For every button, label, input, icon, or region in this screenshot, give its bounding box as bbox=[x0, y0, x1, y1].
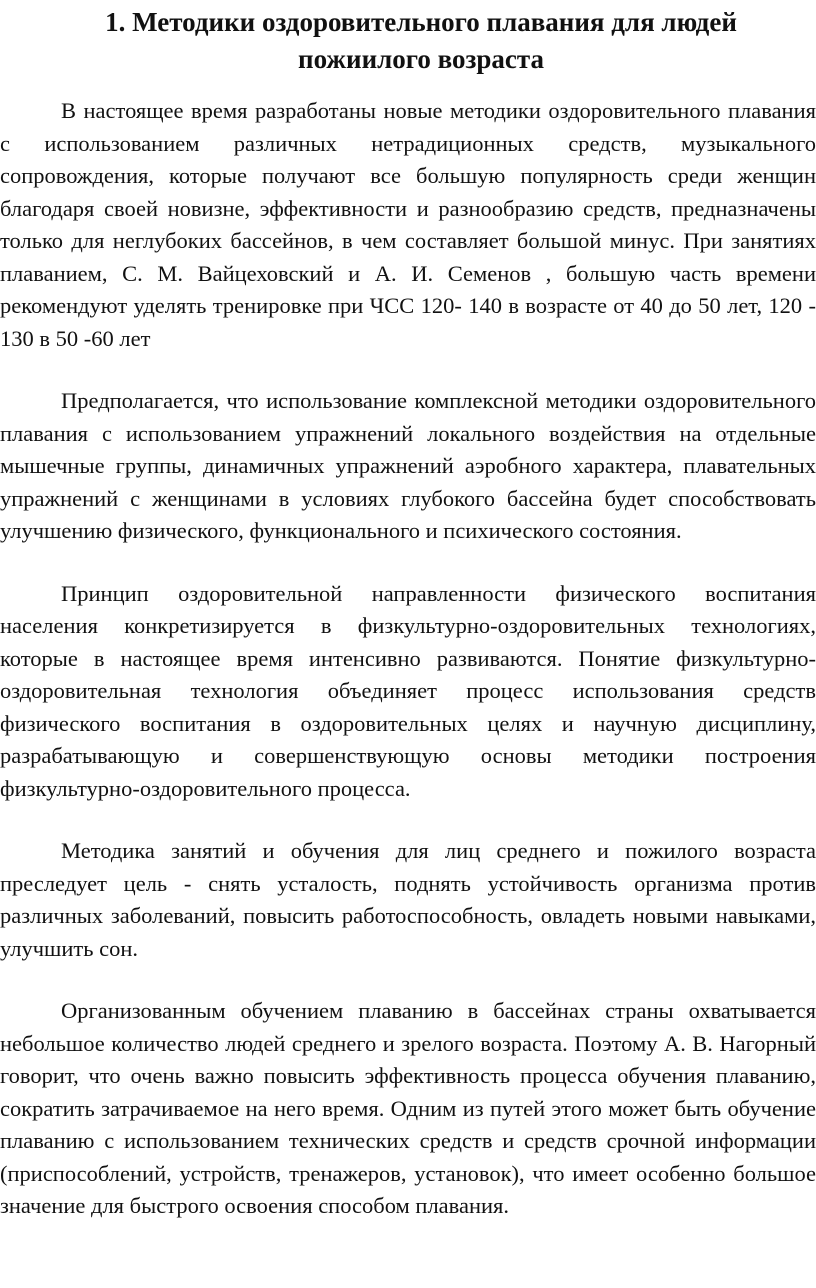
document-title-line-1: 1. Методики оздоровительного плавания для людей bbox=[105, 7, 737, 37]
document-title-line-2: пожиилого возраста bbox=[298, 44, 544, 74]
paragraph-4: Методика занятий и обучения для лиц среднего и пожилого возраста преследует цель - снять усталость, поднять устойчивость организма против различных заболеваний, повысить работоспособность, овладеть новыми навыками, улучшить сон. bbox=[0, 838, 816, 961]
paragraph-1: В настоящее время разработаны новые методики оздоровительного плавания с использованием различных нетрадиционных средств, музыкального сопровождения, которые получают все большую популярность среди женщин благодаря своей новизне, эффективности и разнообразию средств, предназначены только для неглубоких бассейнов, в чем составляет большой минус. При занятиях плаванием, С. М. Вайцеховский и А. И. Семенов , большую часть времени рекомендуют уделять тренировке при ЧСС 120- 140 в возрасте от 40 до 50 лет, 120 - 130 в 50 -60 лет bbox=[0, 98, 816, 351]
paragraph-2: Предполагается, что использование комплексной методики оздоровительного плавания с использованием упражнений локального воздействия на отдельные мышечные группы, динамичных упражнений аэробного характера, плавательных упражнений с женщинами в условиях глубокого бассейна будет способствовать улучшению физического, функционального и психического состояния. bbox=[0, 388, 816, 543]
paragraph-3: Принцип оздоровительной направленности физического воспитания населения конкретизируется в физкультурно-оздоровительных технологиях, которые в настоящее время интенсивно развиваются. Понятие физкультурно-оздоровительная технология объединяет процесс использования средств физического воспитания в оздоровительных целях и научную дисциплину, разрабатывающую и совершенствующую основы методики построения физкультурно-оздоровительного процесса. bbox=[0, 580, 816, 801]
document-body bbox=[0, 95, 816, 1223]
document-title bbox=[0, 4, 816, 78]
paragraph-5: Организованным обучением плаванию в бассейнах страны охватывается небольшое количество людей среднего и зрелого возраста. Поэтому А. В. Нагорный говорит, что очень важно повысить эффективность процесса обучения плаванию, сократить затрачиваемое на него время. Одним из путей этого может быть обучение плаванию с использованием технических средств и средств срочной информации (приспособлений, устройств, тренажеров, установок), что имеет особенно большое значение для быстрого освоения способом плавания. bbox=[0, 998, 816, 1218]
